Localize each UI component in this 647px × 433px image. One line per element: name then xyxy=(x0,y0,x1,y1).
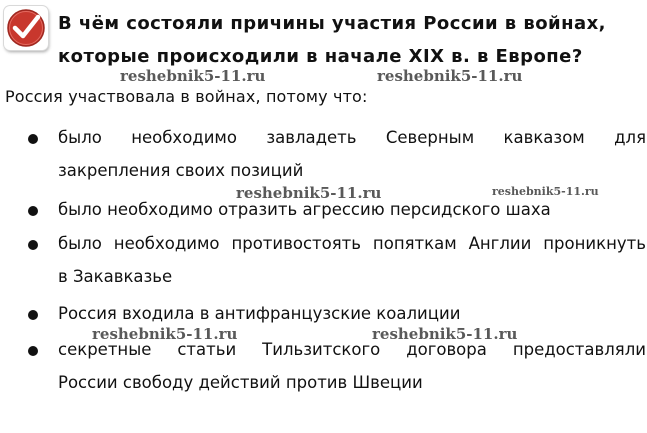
question-line-2: которые происходили в начале XIX в. в Европе? xyxy=(58,46,583,67)
list-item-line: России свободу действий против Швеции xyxy=(58,373,423,392)
watermark: reshebnik5-11.ru xyxy=(92,325,238,343)
bullet-icon xyxy=(28,134,38,144)
bullet-icon xyxy=(28,310,38,320)
question-heading xyxy=(58,6,644,72)
bullet-icon xyxy=(28,206,38,216)
list-item-line: секретные статьи Тильзитского договора предоставляли xyxy=(58,340,646,359)
watermark: reshebnik5-11.ru xyxy=(492,185,599,198)
list-item-line: в Закавказье xyxy=(58,267,173,286)
bullet-icon xyxy=(28,240,38,250)
list-item-line: было необходимо противостоять попяткам Англии проникнуть xyxy=(58,234,646,253)
watermark: reshebnik5-11.ru xyxy=(372,325,518,343)
bullet-icon xyxy=(28,346,38,356)
check-icon xyxy=(4,6,48,50)
watermark: reshebnik5-11.ru xyxy=(236,184,382,202)
answer-intro: Россия участвовала в войнах, потому что: xyxy=(5,87,368,106)
list-item-line: было необходимо завладеть Северным кавказом для xyxy=(58,128,646,147)
question-line-1: В чём состояли причины участия России в войнах, xyxy=(58,13,606,34)
watermark: reshebnik5-11.ru xyxy=(377,67,523,85)
list-item-line: закрепления своих позиций xyxy=(58,161,304,180)
list-item-line: Россия входила в антифранцузские коалиции xyxy=(58,304,461,323)
watermark: reshebnik5-11.ru xyxy=(120,67,266,85)
list-item-line: было необходимо отразить агрессию персидского шаха xyxy=(58,200,551,219)
